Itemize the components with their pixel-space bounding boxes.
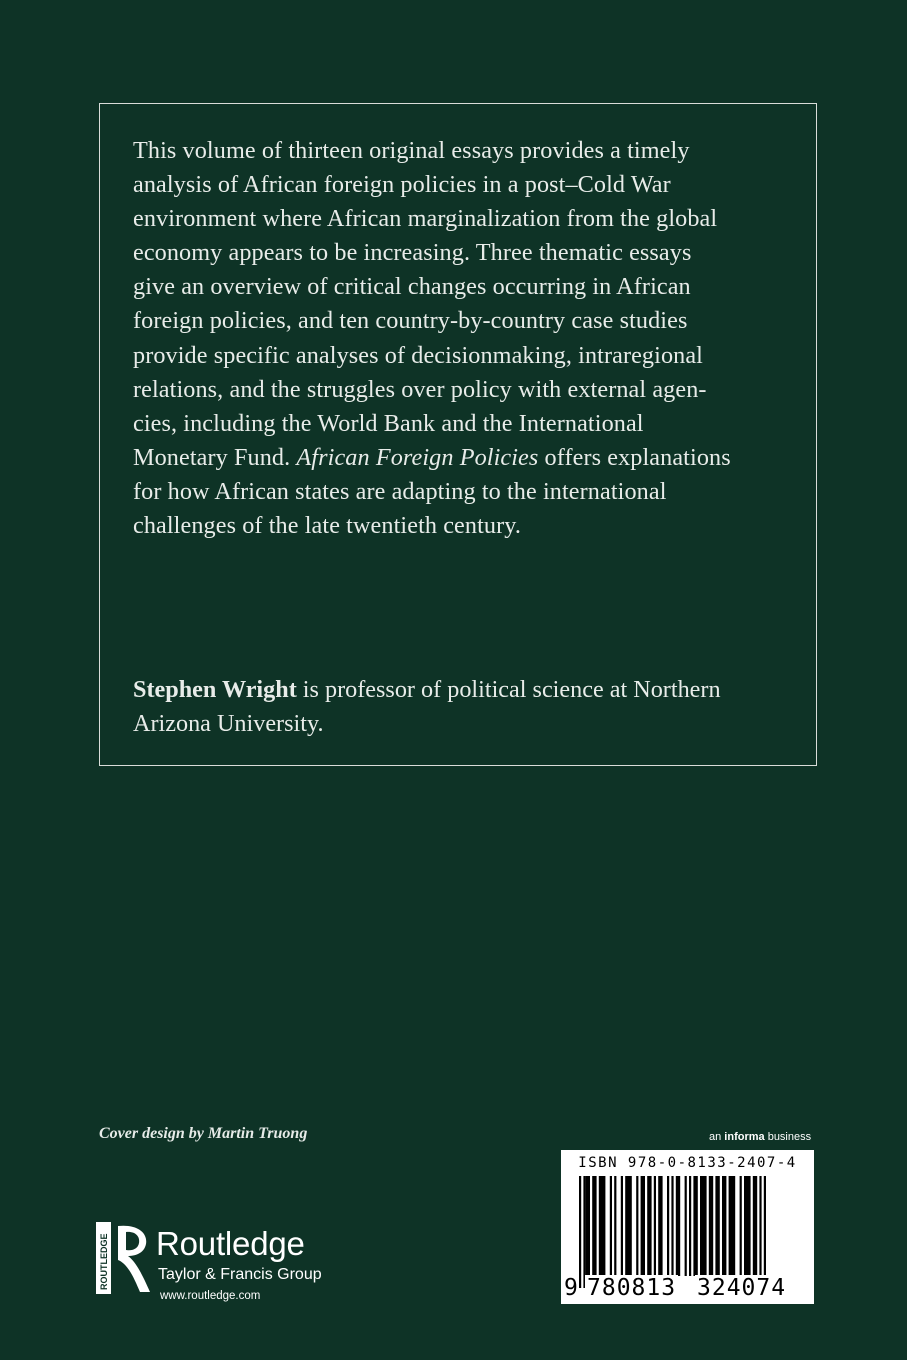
barcode-bar (592, 1176, 596, 1276)
author-name: Stephen Wright (133, 676, 297, 703)
blurb-line: challenges of the late twentieth century. (133, 512, 522, 540)
blurb-line: environment where African marginalization from the global (133, 205, 718, 233)
blurb-line: provide specific analyses of decisionmaking, intraregional (133, 341, 703, 369)
informa-tagline (709, 1131, 811, 1143)
barcode-bar (599, 1176, 606, 1276)
barcode-bar (764, 1176, 766, 1288)
barcode-bar (715, 1176, 719, 1276)
description-text (133, 134, 793, 543)
blurb-line (133, 441, 793, 475)
barcode-bar (610, 1176, 612, 1276)
publisher-url[interactable]: www.routledge.com (160, 1290, 261, 1302)
barcode-bar (654, 1176, 656, 1276)
barcode-bar (722, 1176, 726, 1276)
barcode-bar (641, 1176, 645, 1276)
barcode-bar (676, 1176, 680, 1276)
barcode-bar (621, 1176, 623, 1276)
barcode-bar (586, 1176, 590, 1276)
barcode-bar (647, 1176, 651, 1276)
blurb-line: relations, and the struggles over policy with external agen- (133, 375, 707, 403)
blurb-segment: Monetary Fund. (133, 443, 297, 471)
informa-prefix: an (709, 1131, 725, 1143)
isbn-digits-left: 780813 (587, 1275, 677, 1301)
informa-brand: informa (724, 1131, 765, 1143)
barcode-bar (753, 1176, 757, 1276)
blurb-line: give an overview of critical changes occurring in African (133, 273, 691, 301)
logo-vertical-text: ROUTLEDGE (99, 1233, 109, 1290)
book-title: African Foreign Policies (296, 443, 539, 471)
bio-line: Arizona University. (133, 710, 324, 738)
barcode-bar (729, 1176, 736, 1276)
barcode-bar (693, 1176, 697, 1276)
informa-suffix: business (764, 1131, 812, 1143)
blurb-line: economy appears to be increasing. Three thematic essays (133, 239, 692, 267)
blurb-line: This volume of thirteen original essays provides a timely (133, 137, 690, 164)
barcode-bar (740, 1176, 742, 1276)
isbn-label: ISBN 978-0-8133-2407-4 (578, 1155, 797, 1171)
publisher-name: Routledge (156, 1225, 305, 1262)
blurb-segment: offers explanations (538, 443, 731, 471)
barcode-bar (636, 1176, 638, 1276)
bio-line (133, 673, 793, 707)
bio-segment: is professor of political science at Northern (296, 676, 721, 703)
isbn-digit-first: 9 (564, 1275, 578, 1301)
barcode-bar (579, 1176, 581, 1288)
isbn-barcode (561, 1150, 814, 1304)
barcode-bar (625, 1176, 632, 1276)
barcode-bar (759, 1176, 761, 1288)
barcode-bar (685, 1176, 687, 1276)
barcode-bar (583, 1176, 585, 1288)
barcode-bar (689, 1176, 691, 1276)
barcode-bar (667, 1176, 669, 1288)
blurb-line: analysis of African foreign policies in a post–Cold War (133, 171, 671, 199)
author-bio (133, 673, 793, 741)
blurb-line: cies, including the World Bank and the International (133, 409, 644, 437)
barcode-bar (709, 1176, 713, 1276)
isbn-digits-right: 324074 (697, 1275, 787, 1301)
routledge-logo-icon (96, 1222, 152, 1294)
barcode-bar (700, 1176, 707, 1276)
blurb-line: for how African states are adapting to the international (133, 477, 667, 505)
barcode-bar (744, 1176, 751, 1276)
barcode-bar (658, 1176, 662, 1276)
barcode-bar (614, 1176, 616, 1276)
cover-design-credit: Cover design by Martin Truong (99, 1125, 308, 1142)
barcode-bars (579, 1176, 799, 1290)
blurb-line: foreign policies, and ten country-by-country case studies (133, 307, 688, 335)
barcode-bar (671, 1176, 673, 1288)
publisher-group: Taylor & Francis Group (158, 1266, 322, 1283)
